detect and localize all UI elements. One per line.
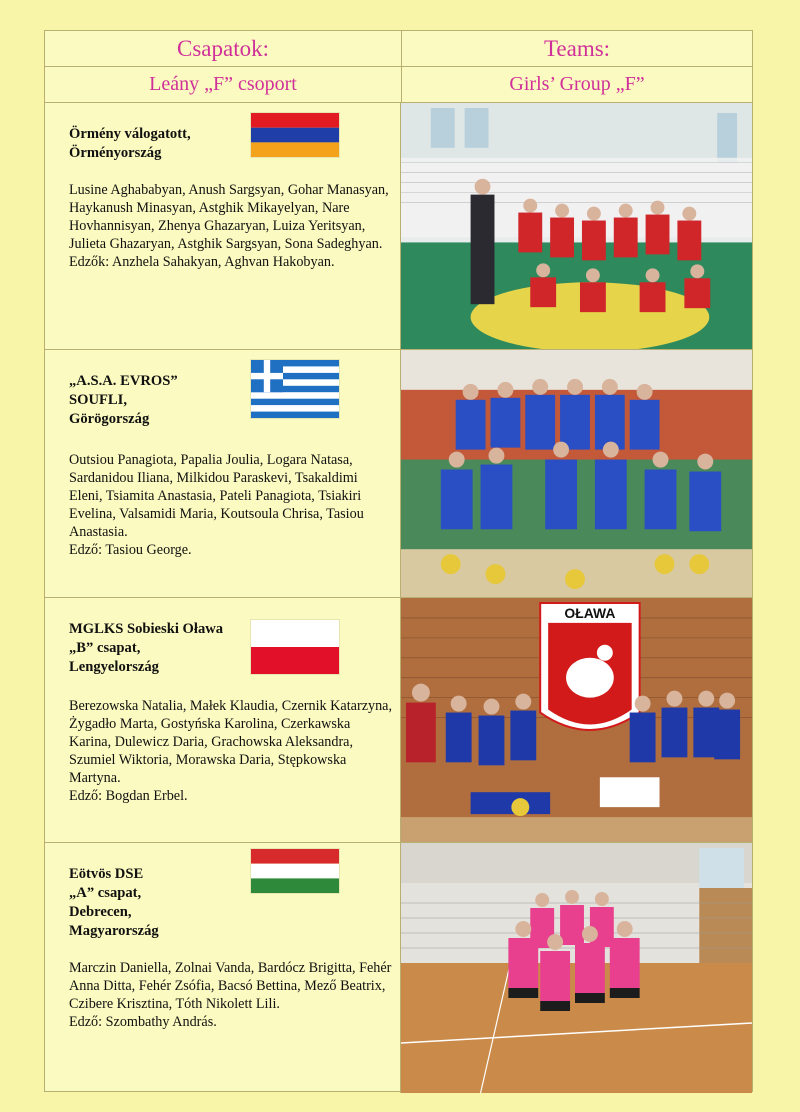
team-name-line: Debrecen,: [69, 904, 132, 920]
team-info: [45, 350, 401, 597]
header-left-subtitle: Leány „F” csoport: [45, 67, 402, 102]
header-right-subtitle: Girls’ Group „F”: [509, 73, 645, 95]
team-name: [69, 865, 259, 941]
team-members: Lusine Aghababyan, Anush Sargsyan, Gohar Manasyan, Haykanush Minasyan, Astghik Mikayelyan, Nare Hovhannisyan, Zhenya Ghazaryan, Luiza Yeritsyan, Julieta Ghazaryan, Astghik Sargsyan, Sona Sadeghyan.: [69, 182, 389, 252]
team-name-line: SOUFLI,: [69, 392, 127, 408]
team-row-hungary: [45, 843, 752, 1093]
photo-banner-text: OŁAWA: [564, 604, 616, 621]
team-name: [69, 620, 269, 677]
team-name: [69, 372, 259, 429]
greece-flag-icon: [251, 360, 339, 418]
team-name: [69, 125, 259, 163]
team-country: Magyarország: [69, 923, 159, 939]
team-coach: Edző: Tasiou George.: [69, 542, 192, 558]
teams-table: [44, 30, 753, 1092]
team-coach: Edzők: Anzhela Sahakyan, Aghvan Hakobyan.: [69, 254, 335, 270]
team-photo-hungary: [401, 843, 752, 1093]
team-members: Berezowska Natalia, Małek Klaudia, Czernik Katarzyna, Żygadło Marta, Gostyńska Karolina, Czerkawska Karina, Dulewicz Daria, Grachowska Aleksandra, Szumiel Wiktoria, Morawska Daria, Stępkowska Martyna.: [69, 698, 393, 786]
team-coach: Edző: Bogdan Erbel.: [69, 788, 188, 804]
team-info: [45, 843, 401, 1093]
header-row: [45, 31, 752, 67]
team-name-line: „A” csapat,: [69, 885, 142, 901]
team-name-line: „B” csapat,: [69, 640, 141, 656]
team-info: [45, 103, 401, 349]
team-name-line: MGLKS Sobieski Oława: [69, 621, 224, 637]
hungary-flag-icon: [251, 849, 339, 893]
team-coach: Edző: Szombathy András.: [69, 1014, 217, 1030]
team-info: [45, 598, 401, 842]
armenia-flag-icon: [251, 113, 339, 157]
team-photo-armenia: [401, 103, 752, 349]
team-members: Marczin Daniella, Zolnai Vanda, Bardócz Brigitta, Fehér Anna Ditta, Fehér Zsófia, Bacsó Bettina, Mező Beatrix, Czibere Krisztina, Tóth Nikolett Lili.: [69, 960, 392, 1012]
team-members: Outsiou Panagiota, Papalia Joulia, Logara Natasa, Sardanidou Iliana, Milkidou Paraskevi, Tsakaldimi Eleni, Tsiamita Anastasia, Pateli Panagiota, Tsiakiri Evelina, Valsamidi Maria, Koutsoula Chrisa, Tasiou Anastasia.: [69, 452, 364, 540]
team-country: Örményország: [69, 145, 162, 161]
team-country: Görögország: [69, 411, 150, 427]
team-name-line: Örmény válogatott,: [69, 126, 191, 142]
team-photo-greece: [401, 350, 752, 597]
header-right-title: Teams:: [543, 35, 611, 61]
subheader-row: [45, 67, 752, 103]
team-photo-poland: [401, 598, 752, 842]
poland-flag-icon: [251, 620, 339, 674]
team-name-line: „A.S.A. EVROS”: [69, 373, 178, 389]
team-country: Lengyelország: [69, 659, 159, 675]
team-row-armenia: [45, 103, 752, 350]
team-row-greece: [45, 350, 752, 598]
team-name-line: Eötvös DSE: [69, 866, 144, 882]
team-row-poland: [45, 598, 752, 843]
header-left-title: Csapatok:: [45, 31, 402, 66]
